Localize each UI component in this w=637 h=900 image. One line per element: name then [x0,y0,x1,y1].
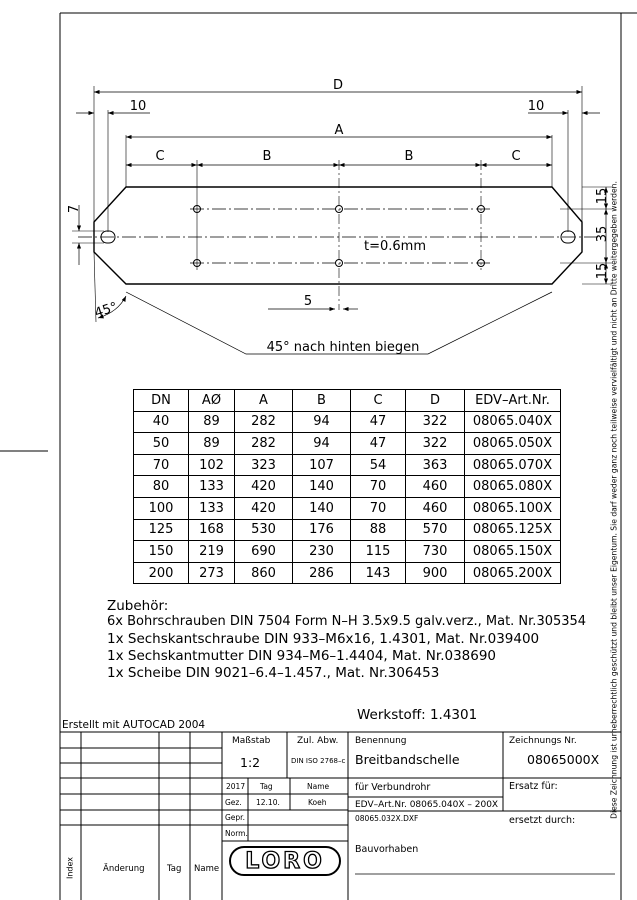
cell: 89 [189,433,235,455]
replacement-label: Ersatz für: [509,781,558,792]
loro-logo [229,846,341,876]
accessory-line: 1x Scheibe DIN 9021–6.4–1.457., Mat. Nr.306453 [107,665,440,681]
cell: 08065.070X [465,454,561,476]
change-label: Änderung [103,864,145,874]
drawn-name: Koeh [308,798,327,807]
cell: 140 [293,497,351,519]
cell: 420 [235,497,293,519]
dim-15-bottom: 15 [595,262,610,280]
cell: 115 [351,541,406,563]
col-header-a-diameter: AØ [189,390,235,412]
col-header-edv: EDV–Art.Nr. [465,390,561,412]
dim-15-top: 15 [595,187,610,205]
cell: 94 [293,411,351,433]
cell: 08065.050X [465,433,561,455]
cell: 900 [406,562,465,584]
cell: 70 [351,476,406,498]
dim-35: 35 [595,225,610,243]
cell: 50 [134,433,189,455]
cell: 363 [406,454,465,476]
cell: 150 [134,541,189,563]
dim-45-angle: 45° [92,299,120,322]
cell: 102 [189,454,235,476]
col-header-c: C [351,390,406,412]
drawing-number: 08065000X [527,752,600,767]
accessory-line: 6x Bohrschrauben DIN 7504 Form N–H 3.5x9.5 galv.verz., Mat. Nr.305354 [107,614,587,629]
drawn-label: Gez. [225,798,242,807]
scale-label: Maßstab [232,736,271,746]
scale-value: 1:2 [240,755,261,770]
cell: 219 [189,541,235,563]
cell: 420 [235,476,293,498]
cell: 88 [351,519,406,541]
person-label: Name [307,782,330,791]
cell: 200 [134,562,189,584]
cell: 282 [235,433,293,455]
cell: 47 [351,433,406,455]
cell: 40 [134,411,189,433]
cell: 89 [189,411,235,433]
tolerance-label: Zul. Abw. [297,736,339,746]
cell: 322 [406,411,465,433]
cell: 143 [351,562,406,584]
cell: 47 [351,411,406,433]
material-label: Werkstoff: 1.4301 [357,707,478,723]
cell: 282 [235,411,293,433]
cell: 168 [189,519,235,541]
col-header-dn: DN [134,390,189,412]
logo-text: LORO [245,848,325,874]
cell: 08065.040X [465,411,561,433]
cell: 54 [351,454,406,476]
dim-A: A [334,123,344,138]
dim-7: 7 [67,204,82,214]
cell: 860 [235,562,293,584]
cell: 570 [406,519,465,541]
dxf-filename: 08065.032X.DXF [355,814,419,823]
rev-name-label: Name [194,864,220,874]
drawing-number-label: Zeichnungs Nr. [509,736,577,746]
cell: 460 [406,497,465,519]
drawn-date: 12.10. [256,798,280,807]
cell: 94 [293,433,351,455]
part-name: Breitbandschelle [355,752,460,767]
col-header-d: D [406,390,465,412]
rev-day-label: Tag [167,864,182,874]
cell: 322 [406,433,465,455]
for-label: für Verbundrohr [355,782,431,793]
accessory-line: 1x Sechskantschraube DIN 933–M6x16, 1.4301, Mat. Nr.039400 [107,631,540,647]
cell: 323 [235,454,293,476]
cell: 80 [134,476,189,498]
dim-10-right: 10 [527,99,545,114]
project-label: Bauvorhaben [355,844,419,855]
created-with-label: Erstellt mit AUTOCAD 2004 [62,719,206,731]
tolerance-value: DIN ISO 2768–c [291,757,346,765]
col-header-b: B [293,390,351,412]
accessory-line: 1x Sechskantmutter DIN 934–M6–1.4404, Mat. Nr.038690 [107,648,497,664]
dim-B-left: B [262,149,272,164]
dim-5: 5 [303,294,313,309]
name-label: Benennung [355,736,407,746]
checked-label: Gepr. [225,813,245,822]
accessories-title: Zubehör: [107,598,169,614]
cell: 690 [235,541,293,563]
cell: 08065.200X [465,562,561,584]
replaced-by-label: ersetzt durch: [509,815,576,826]
cell: 133 [189,476,235,498]
cell: 140 [293,476,351,498]
dim-10-left: 10 [129,99,147,114]
bend-note: 45° nach hinten biegen [266,340,420,355]
cell: 08065.080X [465,476,561,498]
cell: 273 [189,562,235,584]
year-label: 2017 [226,782,246,791]
dim-C-left: C [155,149,165,164]
thickness-label: t=0.6mm [364,239,426,254]
cell: 107 [293,454,351,476]
cell: 176 [293,519,351,541]
cell: 08065.100X [465,497,561,519]
col-header-a: A [235,390,293,412]
cell: 460 [406,476,465,498]
day-label: Tag [260,782,273,791]
cell: 08065.150X [465,541,561,563]
cell: 70 [134,454,189,476]
cell: 133 [189,497,235,519]
cell: 286 [293,562,351,584]
cell: 100 [134,497,189,519]
cell: 730 [406,541,465,563]
cell: 70 [351,497,406,519]
dim-B-right: B [404,149,414,164]
cell: 230 [293,541,351,563]
cell: 125 [134,519,189,541]
dim-C-right: C [511,149,521,164]
cell: 530 [235,519,293,541]
cell: 08065.125X [465,519,561,541]
edv-range: EDV–Art.Nr. 08065.040X – 200X [355,800,499,810]
norm-label: Norm. [225,829,248,838]
dim-D: D [332,78,344,93]
